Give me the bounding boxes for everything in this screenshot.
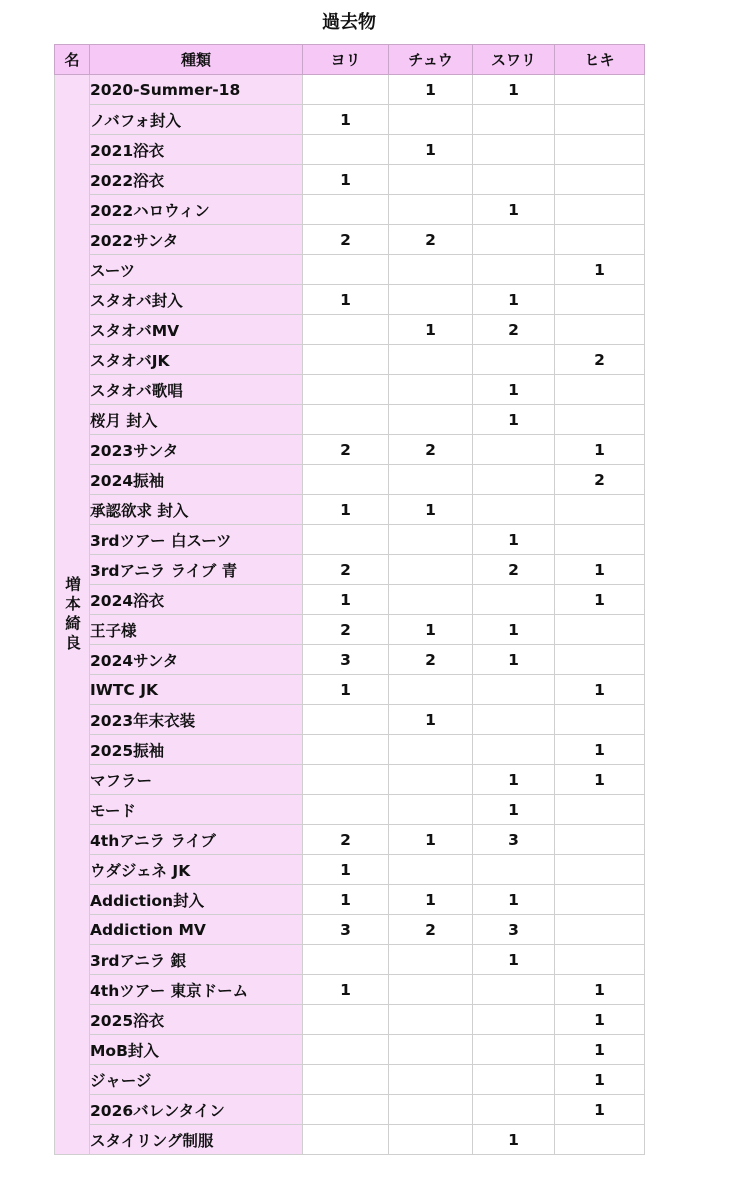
type-cell: Addiction封入: [90, 885, 303, 915]
hiki-count-cell: [555, 885, 645, 915]
table-row: [55, 525, 645, 555]
chu-count-cell: [389, 375, 473, 405]
type-cell: 2023サンタ: [90, 435, 303, 465]
table-row: [55, 135, 645, 165]
yori-count-cell: 3: [303, 645, 389, 675]
hiki-count-cell: 1: [555, 555, 645, 585]
chu-count-cell: 2: [389, 915, 473, 945]
type-cell: スタオバ封入: [90, 285, 303, 315]
chu-count-cell: [389, 945, 473, 975]
table-row: [55, 945, 645, 975]
hiki-count-cell: 1: [555, 1035, 645, 1065]
table-row: [55, 465, 645, 495]
table-row: [55, 915, 645, 945]
chu-count-cell: [389, 1035, 473, 1065]
yori-count-cell: [303, 465, 389, 495]
type-cell: スタオバ歌唱: [90, 375, 303, 405]
table-row: [55, 555, 645, 585]
type-cell: MoB封入: [90, 1035, 303, 1065]
table-row: [55, 195, 645, 225]
hiki-count-cell: [555, 795, 645, 825]
yori-count-cell: 1: [303, 885, 389, 915]
suwari-count-cell: [473, 1035, 555, 1065]
table-row: [55, 1065, 645, 1095]
hiki-count-cell: [555, 855, 645, 885]
table-row: [55, 165, 645, 195]
chu-count-cell: [389, 405, 473, 435]
suwari-count-cell: [473, 1005, 555, 1035]
yori-count-cell: 3: [303, 915, 389, 945]
yori-count-cell: 1: [303, 495, 389, 525]
hiki-count-cell: [555, 1125, 645, 1155]
type-cell: 王子様: [90, 615, 303, 645]
suwari-count-cell: [473, 855, 555, 885]
table-row: [55, 105, 645, 135]
chu-count-cell: [389, 1095, 473, 1125]
chu-count-cell: [389, 795, 473, 825]
chu-count-cell: 1: [389, 135, 473, 165]
chu-count-cell: [389, 285, 473, 315]
yori-count-cell: [303, 195, 389, 225]
hiki-count-cell: [555, 495, 645, 525]
table-row: [55, 1005, 645, 1035]
table-row: [55, 1125, 645, 1155]
suwari-count-cell: [473, 165, 555, 195]
hiki-count-cell: [555, 705, 645, 735]
table-row: [55, 615, 645, 645]
suwari-count-cell: [473, 135, 555, 165]
chu-count-cell: [389, 195, 473, 225]
chu-count-cell: 1: [389, 495, 473, 525]
chu-count-cell: 1: [389, 825, 473, 855]
yori-count-cell: [303, 1125, 389, 1155]
table-row: [55, 345, 645, 375]
chu-count-cell: 2: [389, 225, 473, 255]
chu-count-cell: [389, 765, 473, 795]
hiki-count-cell: 1: [555, 585, 645, 615]
suwari-count-cell: 1: [473, 405, 555, 435]
hiki-count-cell: [555, 315, 645, 345]
hiki-count-cell: [555, 135, 645, 165]
table-row: [55, 735, 645, 765]
type-cell: IWTC JK: [90, 675, 303, 705]
type-cell: 2025振袖: [90, 735, 303, 765]
table-row: [55, 585, 645, 615]
chu-count-cell: 1: [389, 315, 473, 345]
type-cell: スタイリング制服: [90, 1125, 303, 1155]
table-row: [55, 645, 645, 675]
chu-count-cell: 1: [389, 615, 473, 645]
type-cell: 2026バレンタイン: [90, 1095, 303, 1125]
chu-count-cell: [389, 165, 473, 195]
hiki-count-cell: 1: [555, 735, 645, 765]
type-cell: 2023年末衣装: [90, 705, 303, 735]
yori-count-cell: [303, 735, 389, 765]
table-row: [55, 885, 645, 915]
suwari-count-cell: 1: [473, 285, 555, 315]
hiki-count-cell: [555, 375, 645, 405]
hiki-count-cell: [555, 225, 645, 255]
type-cell: スーツ: [90, 255, 303, 285]
table-row: [55, 795, 645, 825]
yori-count-cell: 1: [303, 285, 389, 315]
table-row: [55, 975, 645, 1005]
chu-count-cell: [389, 1125, 473, 1155]
suwari-count-cell: 1: [473, 195, 555, 225]
suwari-count-cell: 3: [473, 825, 555, 855]
header-type: 種類: [90, 45, 303, 75]
hiki-count-cell: [555, 165, 645, 195]
hiki-count-cell: 2: [555, 465, 645, 495]
suwari-count-cell: 1: [473, 615, 555, 645]
table-row: [55, 315, 645, 345]
type-cell: 2024振袖: [90, 465, 303, 495]
hiki-count-cell: 1: [555, 765, 645, 795]
yori-count-cell: [303, 405, 389, 435]
table-row: [55, 375, 645, 405]
type-cell: 2024サンタ: [90, 645, 303, 675]
header-chu: チュウ: [389, 45, 473, 75]
header-hiki: ヒキ: [555, 45, 645, 75]
type-cell: 4thツアー 東京ドーム: [90, 975, 303, 1005]
yori-count-cell: [303, 525, 389, 555]
hiki-count-cell: 1: [555, 435, 645, 465]
header-row: [55, 45, 645, 75]
yori-count-cell: 2: [303, 435, 389, 465]
type-cell: Addiction MV: [90, 915, 303, 945]
member-name-cell: 増本綺良: [55, 75, 90, 1155]
yori-count-cell: [303, 255, 389, 285]
hiki-count-cell: 1: [555, 1095, 645, 1125]
table-row: [55, 75, 645, 105]
hiki-count-cell: [555, 285, 645, 315]
type-cell: 2022ハロウィン: [90, 195, 303, 225]
chu-count-cell: [389, 105, 473, 135]
chu-count-cell: [389, 1065, 473, 1095]
chu-count-cell: [389, 735, 473, 765]
hiki-count-cell: [555, 75, 645, 105]
suwari-count-cell: 2: [473, 555, 555, 585]
type-cell: 承認欲求 封入: [90, 495, 303, 525]
chu-count-cell: [389, 525, 473, 555]
type-cell: スタオバMV: [90, 315, 303, 345]
hiki-count-cell: [555, 405, 645, 435]
hiki-count-cell: 2: [555, 345, 645, 375]
type-cell: ノバフォ封入: [90, 105, 303, 135]
type-cell: 2021浴衣: [90, 135, 303, 165]
chu-count-cell: [389, 555, 473, 585]
chu-count-cell: [389, 585, 473, 615]
suwari-count-cell: 1: [473, 885, 555, 915]
suwari-count-cell: [473, 675, 555, 705]
yori-count-cell: [303, 135, 389, 165]
yori-count-cell: [303, 765, 389, 795]
suwari-count-cell: 1: [473, 75, 555, 105]
table-row: [55, 1035, 645, 1065]
type-cell: 桜月 封入: [90, 405, 303, 435]
hiki-count-cell: 1: [555, 1005, 645, 1035]
yori-count-cell: 1: [303, 975, 389, 1005]
table-row: [55, 705, 645, 735]
table-row: [55, 1095, 645, 1125]
yori-count-cell: [303, 705, 389, 735]
table-row: [55, 435, 645, 465]
yori-count-cell: [303, 1095, 389, 1125]
table-row: [55, 675, 645, 705]
inventory-table: [54, 44, 645, 1155]
yori-count-cell: 2: [303, 825, 389, 855]
suwari-count-cell: [473, 705, 555, 735]
chu-count-cell: 2: [389, 645, 473, 675]
suwari-count-cell: 2: [473, 315, 555, 345]
table-row: [55, 225, 645, 255]
suwari-count-cell: [473, 495, 555, 525]
chu-count-cell: [389, 345, 473, 375]
suwari-count-cell: 1: [473, 375, 555, 405]
type-cell: 4thアニラ ライブ: [90, 825, 303, 855]
yori-count-cell: 1: [303, 585, 389, 615]
hiki-count-cell: [555, 615, 645, 645]
type-cell: ジャージ: [90, 1065, 303, 1095]
suwari-count-cell: [473, 465, 555, 495]
table-row: [55, 255, 645, 285]
table-row: [55, 825, 645, 855]
hiki-count-cell: 1: [555, 975, 645, 1005]
suwari-count-cell: 1: [473, 795, 555, 825]
type-cell: 2020-Summer-18: [90, 75, 303, 105]
chu-count-cell: [389, 1005, 473, 1035]
yori-count-cell: 1: [303, 675, 389, 705]
yori-count-cell: [303, 75, 389, 105]
header-name: 名: [55, 45, 90, 75]
hiki-count-cell: 1: [555, 1065, 645, 1095]
yori-count-cell: [303, 1065, 389, 1095]
table-row: [55, 495, 645, 525]
chu-count-cell: 1: [389, 885, 473, 915]
suwari-count-cell: [473, 435, 555, 465]
header-suwari: スワリ: [473, 45, 555, 75]
yori-count-cell: [303, 1035, 389, 1065]
table-row: [55, 855, 645, 885]
hiki-count-cell: [555, 945, 645, 975]
header-yori: ヨリ: [303, 45, 389, 75]
table-row: [55, 405, 645, 435]
type-cell: スタオバJK: [90, 345, 303, 375]
suwari-count-cell: 3: [473, 915, 555, 945]
table-row: [55, 765, 645, 795]
yori-count-cell: 1: [303, 165, 389, 195]
chu-count-cell: 2: [389, 435, 473, 465]
hiki-count-cell: 1: [555, 675, 645, 705]
suwari-count-cell: [473, 975, 555, 1005]
table-body: [55, 75, 645, 1155]
yori-count-cell: 2: [303, 225, 389, 255]
type-cell: 2025浴衣: [90, 1005, 303, 1035]
type-cell: 2024浴衣: [90, 585, 303, 615]
yori-count-cell: [303, 375, 389, 405]
chu-count-cell: [389, 855, 473, 885]
chu-count-cell: [389, 255, 473, 285]
yori-count-cell: 1: [303, 105, 389, 135]
type-cell: ウダジェネ JK: [90, 855, 303, 885]
chu-count-cell: [389, 975, 473, 1005]
hiki-count-cell: [555, 645, 645, 675]
chu-count-cell: [389, 465, 473, 495]
yori-count-cell: [303, 795, 389, 825]
type-cell: 3rdツアー 白スーツ: [90, 525, 303, 555]
yori-count-cell: 2: [303, 555, 389, 585]
hiki-count-cell: [555, 825, 645, 855]
suwari-count-cell: [473, 735, 555, 765]
page-title: 過去物: [322, 12, 376, 33]
yori-count-cell: 1: [303, 855, 389, 885]
suwari-count-cell: 1: [473, 1125, 555, 1155]
hiki-count-cell: 1: [555, 255, 645, 285]
suwari-count-cell: [473, 255, 555, 285]
type-cell: 3rdアニラ 銀: [90, 945, 303, 975]
type-cell: 3rdアニラ ライブ 青: [90, 555, 303, 585]
chu-count-cell: 1: [389, 705, 473, 735]
suwari-count-cell: 1: [473, 765, 555, 795]
hiki-count-cell: [555, 915, 645, 945]
table-row: [55, 285, 645, 315]
suwari-count-cell: 1: [473, 525, 555, 555]
chu-count-cell: [389, 675, 473, 705]
suwari-count-cell: 1: [473, 945, 555, 975]
suwari-count-cell: [473, 345, 555, 375]
suwari-count-cell: [473, 1065, 555, 1095]
suwari-count-cell: [473, 585, 555, 615]
suwari-count-cell: [473, 105, 555, 135]
yori-count-cell: [303, 345, 389, 375]
hiki-count-cell: [555, 105, 645, 135]
type-cell: 2022サンタ: [90, 225, 303, 255]
type-cell: 2022浴衣: [90, 165, 303, 195]
yori-count-cell: [303, 315, 389, 345]
suwari-count-cell: [473, 1095, 555, 1125]
yori-count-cell: 2: [303, 615, 389, 645]
yori-count-cell: [303, 945, 389, 975]
suwari-count-cell: [473, 225, 555, 255]
hiki-count-cell: [555, 195, 645, 225]
suwari-count-cell: 1: [473, 645, 555, 675]
hiki-count-cell: [555, 525, 645, 555]
chu-count-cell: 1: [389, 75, 473, 105]
yori-count-cell: [303, 1005, 389, 1035]
type-cell: マフラー: [90, 765, 303, 795]
type-cell: モード: [90, 795, 303, 825]
